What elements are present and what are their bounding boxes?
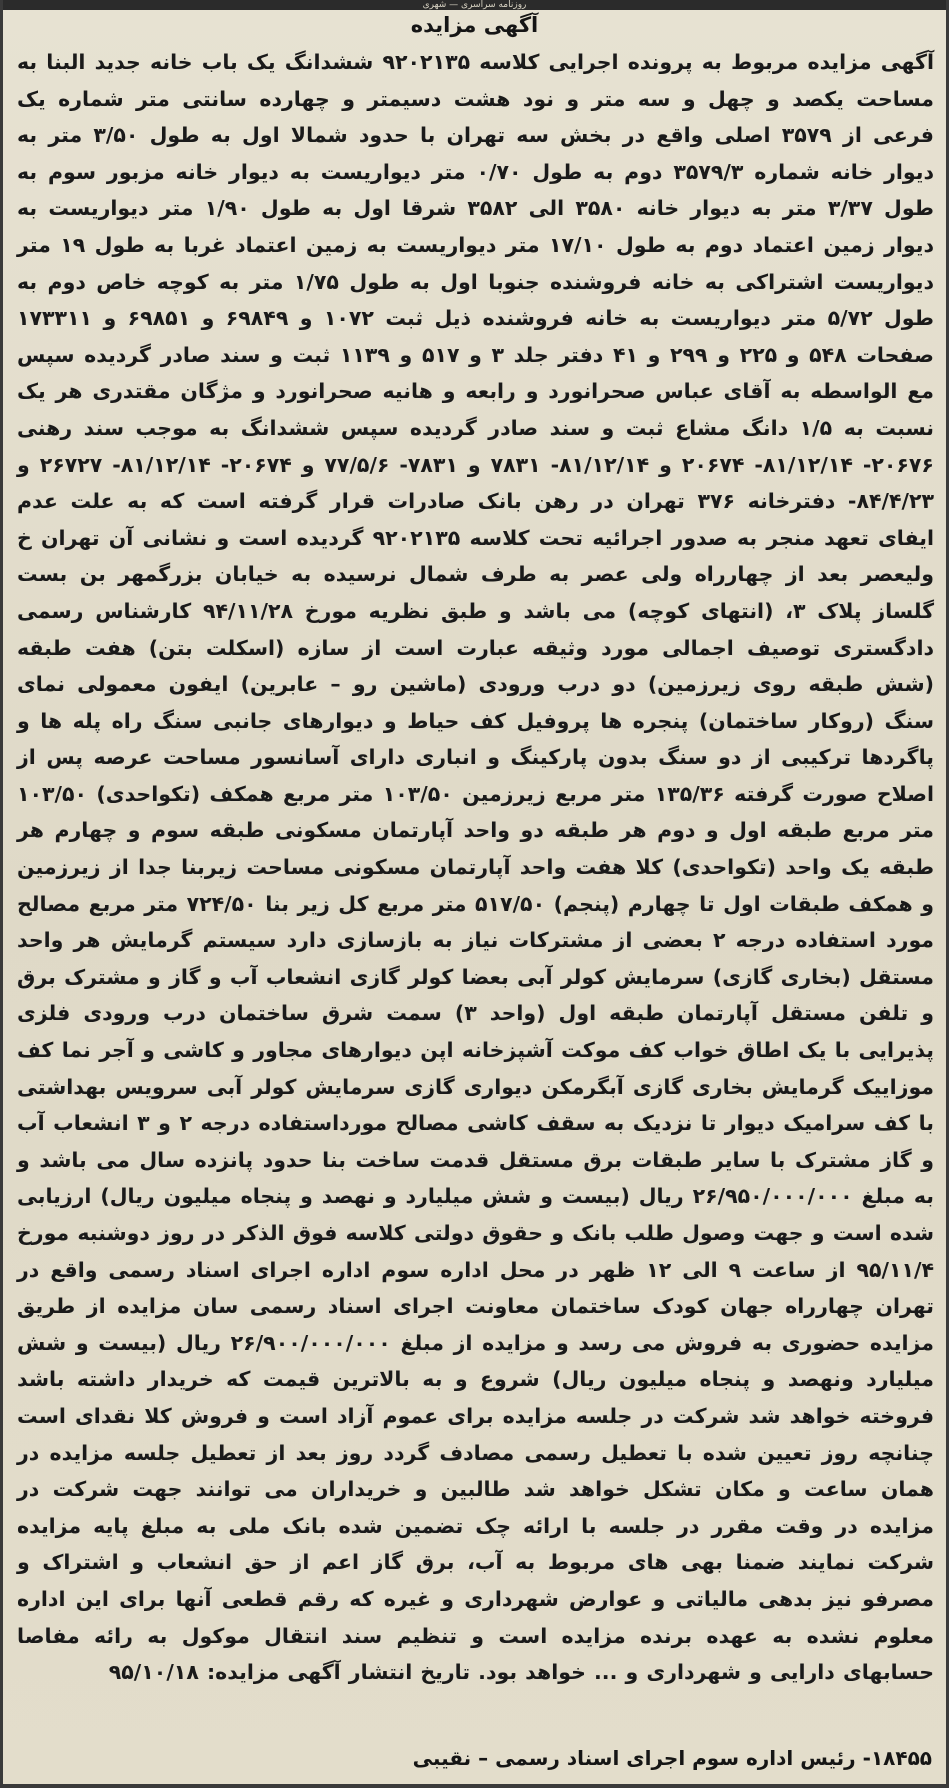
notice-signature: ۱۸۴۵۵- رئیس اداره سوم اجرای اسناد رسمی – نقیبی bbox=[412, 1746, 932, 1770]
notice-title: آگهی مزایده bbox=[410, 13, 539, 37]
bottom-divider bbox=[3, 1784, 946, 1788]
notice-body: آگهی مزایده مربوط به پرونده اجرایی کلاسه ۹۲۰۲۱۳۵ ششدانگ یک باب خانه جدید البنا به مساحت یکصد و چهل و سه متر و نود هشت دسیمتر و چهارده سانتی متر شماره یک فرعی از ۳۵۷۹ اصلی واقع در بخش سه تهران با حدود شمالا اول به طول ۳/۵۰ متر به دیوار خانه شماره ۳۵۷۹/۳ دوم به طول ۰/۷۰ متر دیواریست به دیوار خانه مزبور سوم به طول ۳/۳۷ متر به دیوار خانه ۳۵۸۰ الی ۳۵۸۲ شرقا اول به طول ۱/۹۰ متر دیواریست به دیوار زمین اعتماد دوم به طول ۱۷/۱۰ متر دیواریست به زمین اعتماد غربا به طول ۱۹ متر دیواریست اشتراکی به خانه فروشنده جنوبا اول به طول ۱/۷۵ متر به کوچه خاص دوم به طول ۵/۷۲ متر دیواریست به خانه فروشنده ذیل ثبت ۱۰۷۲ و ۶۹۸۴۹ و ۶۹۸۵۱ و ۱۷۳۳۱۱ صفحات ۵۴۸ و ۲۲۵ و ۲۹۹ و ۴۱ دفتر جلد ۳ و ۵۱۷ و ۱۱۳۹ ثبت و سند صادر گردیده سپس مع الواسطه به آقای عباس صحرانورد و رابعه و هانیه صحرانورد و مژگان مقتدری هر یک نسبت به ۱/۵ دانگ مشاع ثبت و سند صادر گردیده سپس ششدانگ به موجب سند رهنی ۲۰۶۷۶- ۸۱/۱۲/۱۴- ۲۰۶۷۴ و ۸۱/۱۲/۱۴- ۷۸۳۱ و ۷۸۳۱- ۷۷/۵/۶ و ۲۰۶۷۴- ۸۱/۱۲/۱۴- ۲۶۷۲۷ و ۸۴/۴/۲۳- دفترخانه ۳۷۶ تهران در رهن بانک صادرات قرار گرفته است که به علت عدم ایفای تعهد منجر به صدور اجرائیه تحت کلاسه ۹۲۰۲۱۳۵ گردیده است و نشانی آن تهران خ ولیعصر بعد از چهارراه ولی عصر به طرف شمال نرسیده به خیابان بزرگمهر بن بست گلساز پلاک ۳، (انتهای کوچه) می باشد و طبق نظریه مورخ ۹۴/۱۱/۲۸ کارشناس رسمی دادگستری توصیف اجمالی مورد وثیقه عبارت است از سازه (اسکلت بتن) هفت طبقه (شش طبقه روی زیرزمین) دو درب ورودی (ماشین رو – عابرین) ایفون معمولی نمای سنگ (روکار ساختمان) پنجره ها پروفیل کف حیاط و دیوارهای جانبی سنگ راه پله ها و پاگردها ترکیبی از دو سنگ بدون پارکینگ و انباری دارای آسانسور مساحت عرصه پس از اصلاح صورت گرفته ۱۳۵/۳۶ متر مربع زیرزمین ۱۰۳/۵۰ متر مربع همکف (تکواحدی) ۱۰۳/۵۰ متر مربع طبقه اول و دوم هر طبقه دو واحد آپارتمان مسکونی طبقه سوم و چهارم هر طبقه یک واحد (تکواحدی) کلا هفت واحد آپارتمان مسکونی مساحت زیربنا جدا از زیرزمین و همکف طبقات اول تا چهارم (پنجم) ۵۱۷/۵۰ متر مربع کل زیر بنا ۷۲۴/۵۰ متر مربع مصالح مورد استفاده درجه ۲ بعضی از مشترکات نیاز به بازسازی دارد سیستم گرمایش هر واحد مستقل (بخاری گازی) سرمایش کولر آبی بعضا کولر گازی انشعاب آب و گاز و مشترک برق و تلفن مستقل آپارتمان طبقه اول (واحد ۳) سمت شرق ساختمان درب ورودی فلزی پذیرایی با یک اطاق خواب کف موکت آشپزخانه اپن دیوارهای مجاور و کاشی و آجر نما کف موزاییک گرمایش بخاری گازی آبگرمکن دیواری گازی سرمایش کولر آبی سرویس بهداشتی با کف سرامیک دیوار تا نزدیک به سقف کاشی مصالح مورداستفاده درجه ۲ و ۳ انشعاب آب و گاز مشترک با سایر طبقات برق مستقل قدمت ساخت بنا حدود پانزده سال می باشد و به مبلغ ۲۶/۹۵۰/۰۰۰/۰۰۰ ریال (بیست و شش میلیارد و نهصد و پنجاه میلیون ریال) ارزیابی شده است و جهت وصول طلب بانک و حقوق دولتی کلاسه فوق الذکر در روز دوشنبه مورخ ۹۵/۱۱/۴ از ساعت ۹ الی ۱۲ ظهر در محل اداره سوم اداره اجرای اسناد رسمی واقع در تهران چهارراه جهان کودک ساختمان معاونت اجرای اسناد رسمی سان مزایده از طریق مزایده حضوری به فروش می رسد و مزایده از مبلغ ۲۶/۹۰۰/۰۰۰/۰۰۰ ریال (بیست و شش میلیارد ونهصد و پنجاه میلیون ریال) شروع و به بالاترین قیمت که خریدار داشته باشد فروخته خواهد شد شرکت در جلسه مزایده برای عموم آزاد است و فروش کلا نقدای است چنانچه روز تعیین شده با تعطیل رسمی مصادف گردد روز بعد از تعطیل جلسه مزایده در همان ساعت و مکان تشکل خواهد شد طالبین و خریداران می توانند جهت شرکت در مزایده در وقت مقرر در جلسه با ارائه چک تضمین شده بانک ملی به مبلغ پایه مزایده شرکت نمایند ضمنا بهی های مربوط به آب، برق گاز اعم از حق انشعاب و اشتراک و مصرفو نیز بدهی مالیاتی و عوارض شهرداری و غیره که رقم قطعی آنها برای این اداره معلوم نشده به عهده برنده مزایده است و تنظیم سند انتقال موکول به رائه مفاصا حسابهای دارایی و شهرداری و ... خواهد بود. تاریخ انتشار آگهی مزایده: ۹۵/۱۰/۱۸ bbox=[17, 50, 935, 1685]
newspaper-header-strip: روزنامه سراسری — شهری bbox=[3, 0, 946, 10]
